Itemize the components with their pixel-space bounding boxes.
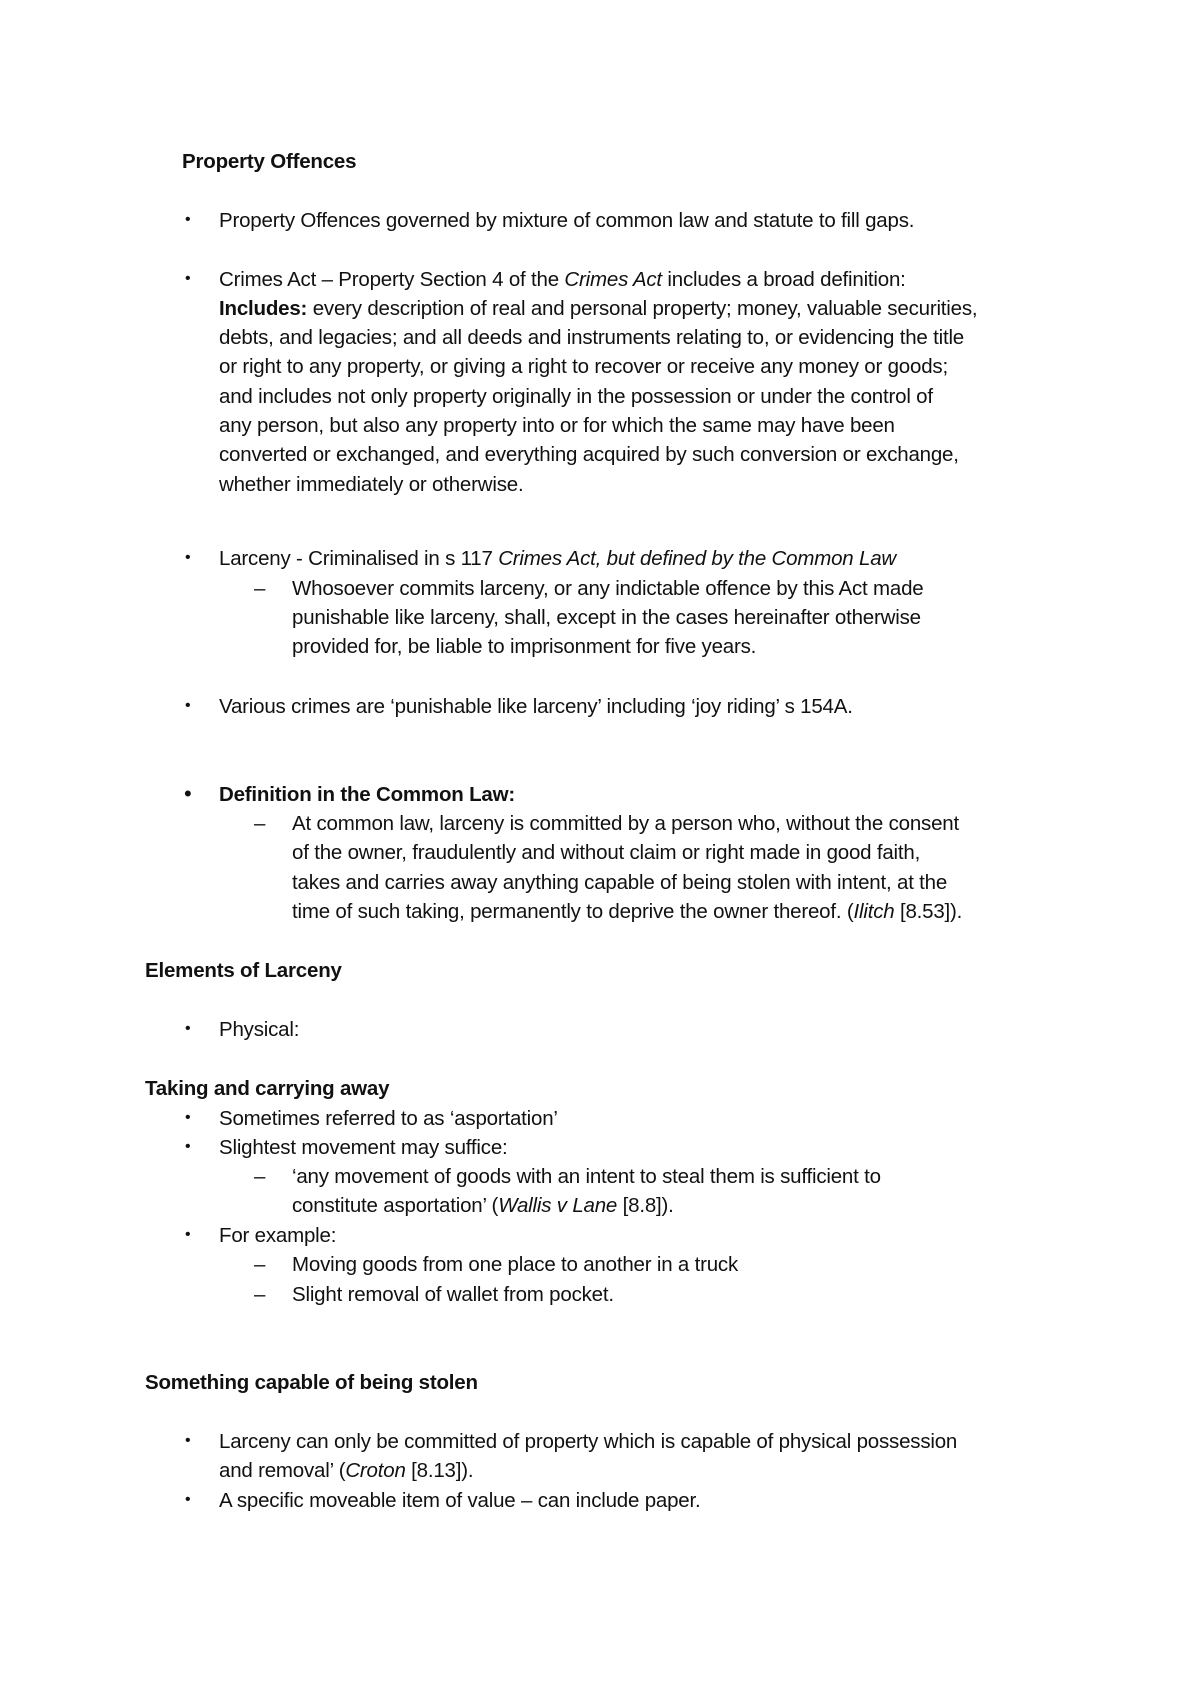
something-bullet-2: A specific moveable item of value – can include paper. [219,1489,701,1512]
crimes-act-line-2: Includes: every description of real and personal property; money, valuable securities, [219,297,978,320]
crimes-act-line-6: any person, but also any property into or for which the same may have been [219,414,895,437]
taking-sub-2: constitute asportation’ (Wallis v Lane [8.8]). [292,1194,674,1217]
dash-icon: – [254,1283,266,1306]
crimes-act-line-5: and includes not only property originally in the possession or under the control of [219,385,933,408]
larceny-line: Larceny - Criminalised in s 117 Crimes Act, but defined by the Common Law [219,547,897,570]
larceny-sub-3: provided for, be liable to imprisonment for five years. [292,635,757,658]
taking-example-1: Moving goods from one place to another in a truck [292,1253,739,1276]
crimes-act-line-3: debts, and legacies; and all deeds and instruments relating to, or evidencing the title [219,326,964,349]
larceny-sub-2: punishable like larceny, shall, except in the cases hereinafter otherwise [292,606,921,629]
bullet-icon: • [185,1432,191,1449]
para-governed: Property Offences governed by mixture of common law and statute to fill gaps. [219,209,915,232]
dash-icon: – [254,577,266,600]
taking-bullet-1: Sometimes referred to as ‘asportation’ [219,1107,558,1130]
taking-example-2: Slight removal of wallet from pocket. [292,1283,614,1306]
heading-something-capable: Something capable of being stolen [145,1371,478,1394]
definition-sub-3: takes and carries away anything capable of being stolen with intent, at the [292,871,948,894]
punishable-like-larceny: Various crimes are ‘punishable like larceny’ including ‘joy riding’ s 154A. [219,695,853,718]
bullet-icon: • [185,1138,191,1155]
bullet-icon: • [185,1109,191,1126]
definition-sub-4: time of such taking, permanently to deprive the owner thereof. (Ilitch [8.53]). [292,900,963,923]
dash-icon: – [254,1165,266,1188]
crimes-act-line-1: Crimes Act – Property Section 4 of the Crimes Act includes a broad definition: [219,268,906,291]
dash-icon: – [254,1253,266,1276]
taking-bullet-2: Slightest movement may suffice: [219,1136,508,1159]
definition-sub-1: At common law, larceny is committed by a person who, without the consent [292,812,959,835]
taking-sub-1: ‘any movement of goods with an intent to steal them is sufficient to [292,1165,881,1188]
crimes-act-line-8: whether immediately or otherwise. [219,473,524,496]
larceny-sub-1: Whosoever commits larceny, or any indictable offence by this Act made [292,577,924,600]
heading-property-offences: Property Offences [182,150,357,173]
definition-common-law-title: Definition in the Common Law: [219,783,515,806]
crimes-act-line-7: converted or exchanged, and everything acquired by such conversion or exchange, [219,443,959,466]
bullet-icon: • [185,697,191,714]
physical-label: Physical: [219,1018,300,1041]
dash-icon: – [254,812,266,835]
something-bullet-1-line-1: Larceny can only be committed of property which is capable of physical possession [219,1430,958,1453]
bullet-icon: • [184,781,192,806]
heading-elements-of-larceny: Elements of Larceny [145,959,342,982]
bullet-icon: • [185,1226,191,1243]
crimes-act-line-4: or right to any property, or giving a right to recover or receive any money or goods; [219,355,948,378]
bullet-icon: • [185,549,191,566]
bullet-icon: • [185,1020,191,1037]
definition-sub-2: of the owner, fraudulently and without claim or right made in good faith, [292,841,921,864]
taking-bullet-3: For example: [219,1224,337,1247]
heading-taking-carrying-away: Taking and carrying away [145,1077,390,1100]
bullet-icon: • [185,270,191,287]
something-bullet-1-line-2: and removal’ (Croton [8.13]). [219,1459,474,1482]
bullet-icon: • [185,1491,191,1508]
bullet-icon: • [185,211,191,228]
